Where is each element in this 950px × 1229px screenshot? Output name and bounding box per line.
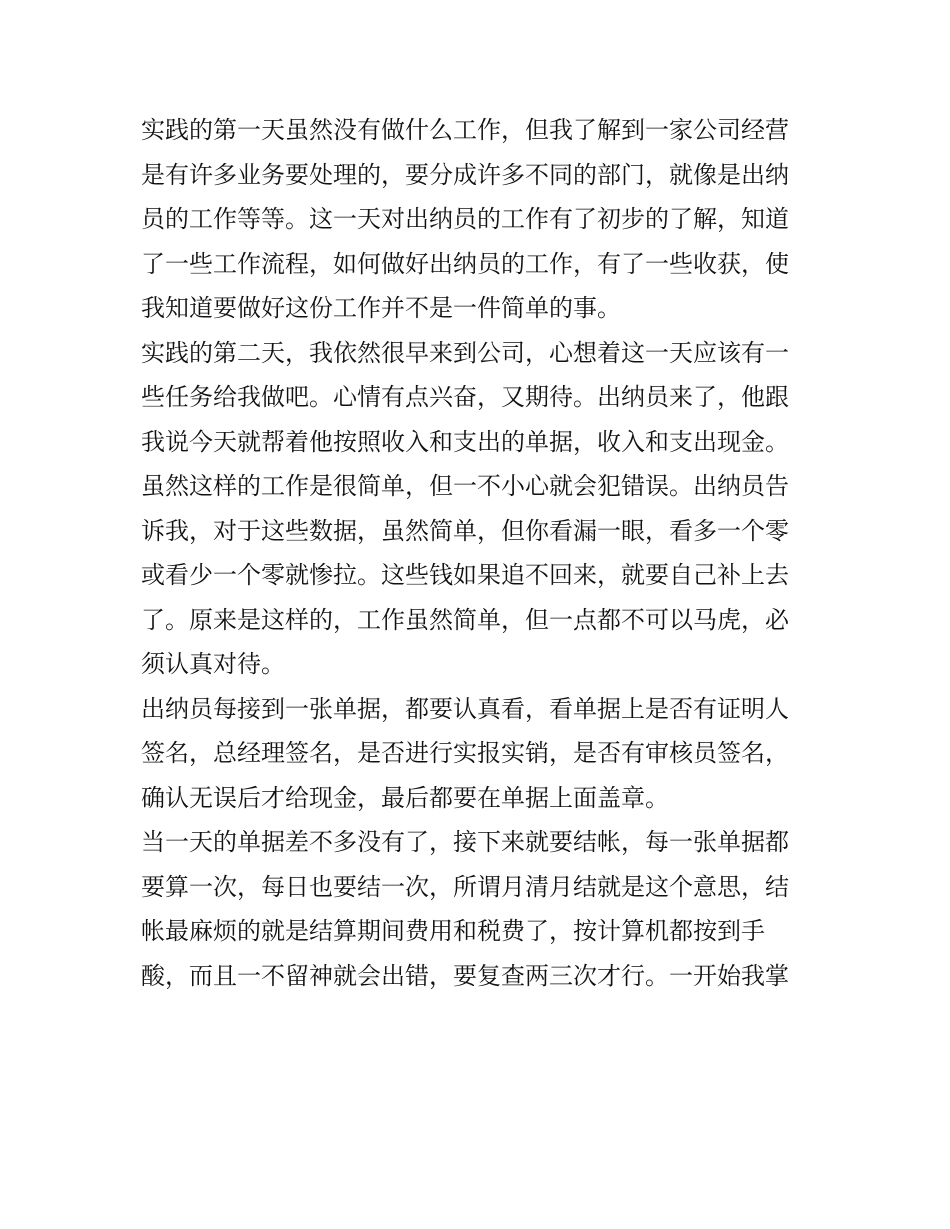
text-line: 签名，总经理签名，是否进行实报实销，是否有审核员签名， (141, 739, 789, 767)
text-line: 或看少一个零就惨拉。这些钱如果追不回来，就要自己补上去 (141, 561, 789, 589)
text-line: 当一天的单据差不多没有了，接下来就要结帐，每一张单据都 (141, 828, 789, 856)
text-line: 要算一次，每日也要结一次，所谓月清月结就是这个意思，结 (141, 872, 789, 901)
text-line: 了。原来是这样的，工作虽然简单，但一点都不可以马虎，必 (141, 605, 789, 634)
text-line: 酸，而且一不留神就会出错，要复查两三次才行。一开始我掌 (141, 961, 789, 990)
body-text (141, 108, 813, 998)
text-line: 我说今天就帮着他按照收入和支出的单据，收入和支出现金。 (141, 427, 789, 456)
text-line: 实践的第二天，我依然很早来到公司，心想着这一天应该有一 (141, 338, 789, 367)
text-line: 我知道要做好这份工作并不是一件简单的事。 (141, 294, 621, 322)
text-line: 虽然这样的工作是很简单，但一不小心就会犯错误。出纳员告 (141, 472, 789, 500)
text-line: 了一些工作流程，如何做好出纳员的工作，有了一些收获，使 (141, 249, 789, 278)
text-line: 须认真对待。 (141, 650, 285, 678)
text-line: 出纳员每接到一张单据，都要认真看，看单据上是否有证明人 (141, 694, 789, 723)
text-line: 员的工作等等。这一天对出纳员的工作有了初步的了解，知道 (141, 205, 789, 233)
text-line: 帐最麻烦的就是结算期间费用和税费了，按计算机都按到手 (141, 917, 765, 945)
text-line: 是有许多业务要处理的，要分成许多不同的部门，就像是出纳 (141, 160, 789, 189)
text-line: 诉我，对于这些数据，虽然简单，但你看漏一眼，看多一个零 (141, 516, 789, 545)
text-line: 些任务给我做吧。心情有点兴奋，又期待。出纳员来了，他跟 (141, 383, 789, 411)
text-line: 实践的第一天虽然没有做什么工作，但我了解到一家公司经营 (141, 116, 789, 144)
text-line: 确认无误后才给现金，最后都要在单据上面盖章。 (141, 783, 669, 812)
